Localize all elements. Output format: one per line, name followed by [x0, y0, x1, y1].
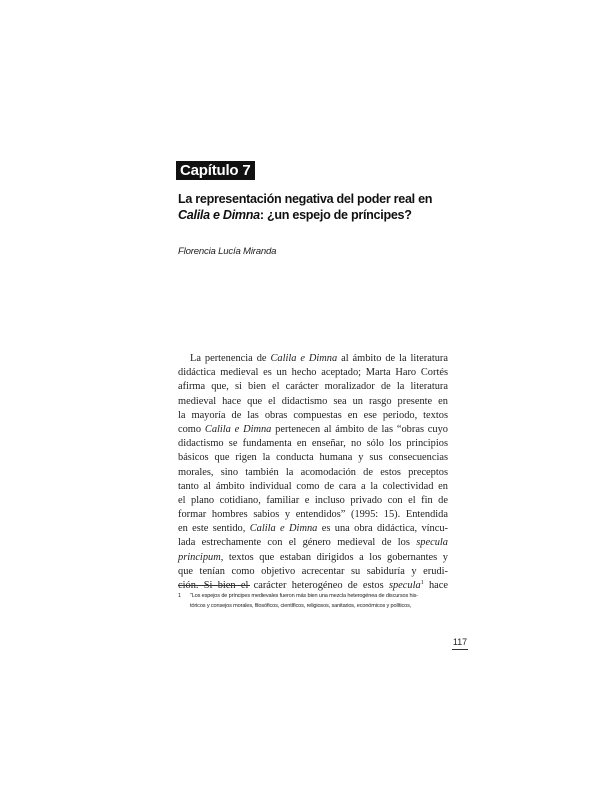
body-line: ción. Si bien el carácter heterogéneo de estos specula$^1$ hace — [178, 580, 448, 591]
body-line: morales, sino también la acomodación de estos preceptos — [178, 466, 448, 478]
footnote-number: 1 — [178, 593, 181, 599]
body-line: didactismo se fundamenta en enseñar, no sólo los principios — [178, 438, 448, 450]
body-paragraph — [178, 352, 448, 593]
chapter-author: Florencia Lucía Miranda — [178, 246, 277, 257]
footnote-text — [190, 591, 450, 612]
body-line: en este sentido, Calila e Dimna es una obra didáctica, víncu- — [178, 523, 448, 535]
body-line: afirma que, si bien el carácter moralizador de la literatura — [178, 381, 448, 393]
body-line: tanto al ámbito individual como de cara a la colectividad en — [178, 480, 448, 492]
chapter-title-italic: Calila e Dimna — [178, 208, 260, 222]
footnote-reference[interactable]: 1 — [420, 580, 424, 586]
body-line: formar hombres sabios y entendidos” (1995: 15). Entendida — [178, 509, 448, 521]
chapter-title-line-2 — [178, 207, 478, 223]
body-line: que tenían como objetivo acrecentar su sabiduría y erudi- — [178, 565, 448, 577]
chapter-title — [178, 191, 478, 223]
chapter-title-rest: : ¿un espejo de príncipes? — [259, 208, 412, 222]
body-line: lada estrechamente con el género medieval de los specula — [178, 537, 448, 549]
page-number: 117 — [452, 637, 468, 650]
footnote-line: tóricos y consejos morales, filosóficos, científicos, religiosos, sanitarios, económicos y políticos, — [190, 603, 412, 610]
body-line: principum, textos que estaban dirigidos a los gobernantes y — [178, 551, 448, 563]
body-line: básicos que rigen la conducta humana y sus consecuencias — [178, 452, 448, 464]
footnote — [178, 591, 450, 612]
chapter-title-line-1: La representación negativa del poder real en — [178, 192, 433, 206]
body-line: como Calila e Dimna pertenecen al ámbito de las “obras cuyo — [178, 423, 448, 435]
body-line: didáctica medieval es un hecho aceptado; Marta Haro Cortés — [178, 367, 448, 379]
body-line: la mayoría de las obras compuestas en ese periodo, textos — [178, 409, 448, 421]
footnote-line: “Los espejos de príncipes medievales fueron más bien una mezcla heterogénea de discursos his- — [190, 593, 418, 599]
body-line: el plano cotidiano, familiar e incluso privado con el fin de — [178, 494, 448, 506]
body-line: medieval hace que el didactismo sea un rasgo presente en — [178, 395, 448, 407]
footnote-divider — [178, 585, 250, 586]
body-line: La pertenencia de Calila e Dimna al ámbito de la literatura — [190, 353, 448, 364]
chapter-label: Capítulo 7 — [176, 161, 255, 180]
